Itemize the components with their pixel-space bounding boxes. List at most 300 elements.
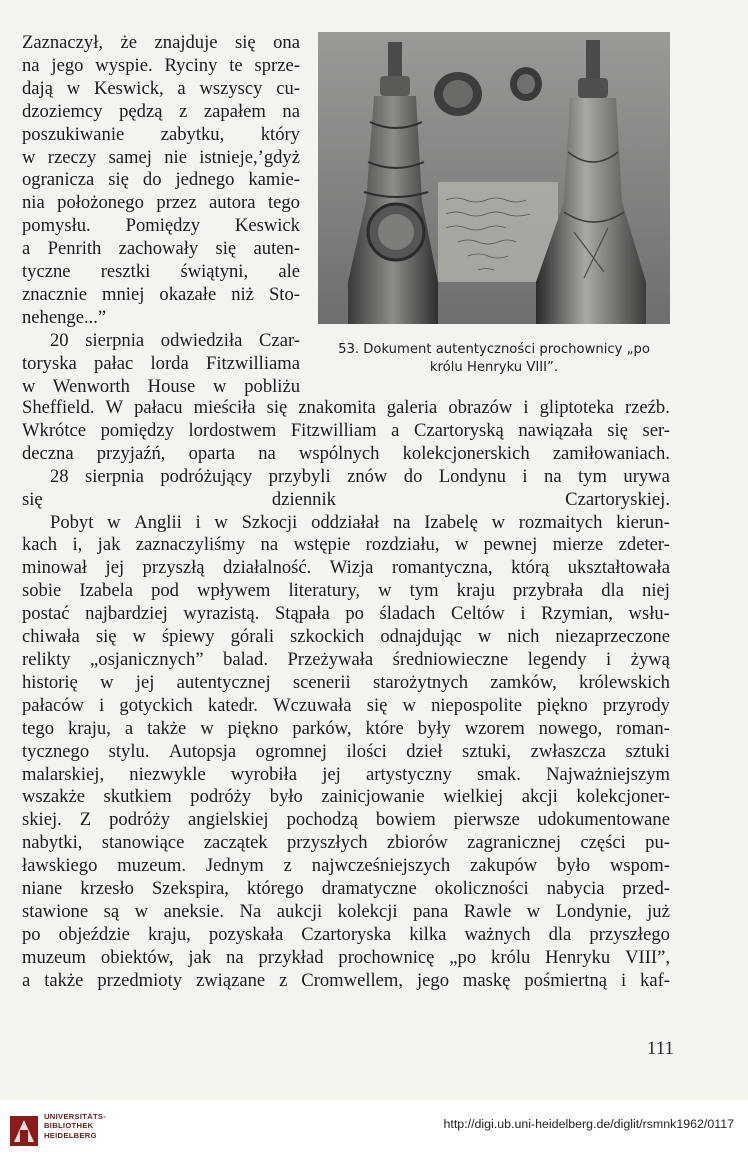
word: balad.: [223, 648, 268, 670]
word: i,: [72, 534, 83, 556]
word: wpływem: [197, 580, 271, 602]
word: legendy: [527, 648, 587, 670]
word: piękno: [227, 717, 279, 739]
word: dzoziemcy: [22, 100, 103, 122]
word: okazałe: [159, 283, 217, 305]
word: pochodzą: [286, 809, 358, 831]
text-line: [22, 397, 670, 420]
word: postać: [22, 603, 70, 625]
word: oddziałał: [311, 511, 380, 533]
text-line: [22, 947, 670, 970]
text-line: [22, 353, 300, 376]
word: galeria: [386, 397, 438, 418]
word: lordostwem: [188, 419, 277, 441]
word: udokumentowane: [537, 809, 670, 831]
word: najwcześniejszych: [311, 855, 451, 877]
word: i: [520, 603, 526, 625]
word: Wkrótce: [22, 419, 87, 441]
word: kilka: [409, 923, 447, 945]
word: aukcji: [276, 900, 323, 922]
word: „po: [449, 946, 477, 968]
word: śladach: [379, 603, 436, 625]
word: się: [607, 419, 628, 441]
word: skutkiem: [103, 786, 172, 808]
word: nia: [22, 192, 45, 214]
word: ona: [273, 32, 300, 53]
word: po: [22, 923, 41, 945]
word: skiej.: [22, 809, 62, 831]
text-line: [22, 672, 670, 695]
word: jej: [322, 763, 341, 785]
word: na: [282, 100, 300, 122]
text-line: [22, 284, 300, 307]
word: który: [260, 123, 300, 145]
word: pozyskała: [208, 923, 284, 945]
word: Celtów: [450, 603, 505, 625]
text-line: [22, 832, 670, 855]
word: okoliczności: [434, 878, 529, 900]
text-line: [22, 55, 300, 78]
word: Pobyt: [50, 511, 94, 533]
word: Autopsja: [169, 740, 237, 762]
word: wzorem: [464, 717, 525, 739]
word: Czar-: [259, 329, 300, 351]
word: znów: [347, 465, 388, 487]
text-line: [22, 261, 300, 284]
word: „osjanicznych”: [90, 648, 204, 670]
word: żywą: [630, 648, 670, 670]
word: rozdziału,: [365, 534, 440, 556]
word: niezaprzeczone: [555, 626, 670, 648]
word: Pomiędzy: [125, 215, 200, 237]
word: istnieje,’gdyż: [199, 146, 300, 168]
page-number: 111: [646, 1038, 674, 1059]
word: znakomita: [298, 397, 376, 418]
word: Keswick: [234, 215, 300, 237]
word: było: [269, 786, 303, 808]
word: urywa: [623, 465, 670, 487]
word: wyrazistą.: [183, 603, 260, 625]
word: Wczuwała: [273, 694, 352, 716]
word: zapałem: [203, 100, 266, 122]
word: były: [417, 717, 451, 739]
word: literatury,: [288, 580, 361, 602]
word: sztuki: [625, 740, 670, 762]
word: muzeum: [22, 946, 87, 968]
word: VIII”,: [625, 946, 670, 968]
word: bowiem: [375, 809, 436, 831]
word: objeździe: [58, 923, 130, 945]
word: które: [365, 717, 404, 739]
word: nich: [507, 626, 540, 648]
word: przyszłych: [287, 832, 368, 854]
word: sprze-: [254, 54, 300, 76]
word: było: [557, 855, 591, 877]
word: położonego: [57, 192, 144, 214]
word: niż: [231, 283, 254, 305]
word: w: [491, 511, 506, 533]
word: i: [522, 465, 528, 487]
word: zamków,: [490, 671, 557, 693]
figure-caption: [318, 341, 670, 377]
word: królu: [491, 946, 531, 968]
text-line: [22, 786, 670, 809]
word: 20: [50, 329, 69, 351]
word: katedr.: [207, 694, 258, 716]
word: Sto-: [268, 283, 300, 305]
word: wyrobiła: [230, 763, 298, 785]
word: te: [229, 54, 243, 76]
word: ogranicza: [22, 169, 95, 191]
word: jednego: [175, 169, 235, 191]
text-line: [22, 466, 670, 489]
word: do: [403, 465, 423, 487]
powder-flasks-photo: [318, 32, 670, 324]
word: zabytku,: [160, 123, 225, 145]
text-line: się dziennik Czartoryskiej.: [22, 488, 670, 510]
word: szkockich: [289, 626, 365, 648]
word: kach: [22, 534, 58, 556]
word: odnajdując: [380, 626, 462, 648]
word: części: [580, 832, 626, 854]
text-line: deczna przyjaźń, oparta na wspólnych kolekcjonerskich zamiłowaniach.: [22, 442, 670, 464]
word: nabycia: [546, 878, 605, 900]
word: w: [100, 671, 114, 693]
word: parków,: [292, 717, 352, 739]
word: lorda: [150, 352, 189, 374]
word: zagranicznej: [467, 832, 562, 854]
word: aneksie.: [163, 900, 224, 922]
word: Izabelę: [424, 511, 478, 533]
word: Anglii: [134, 511, 182, 533]
word: pana: [413, 900, 449, 922]
word: podróżujący: [160, 465, 253, 487]
word: historię: [22, 671, 78, 693]
text-line: [22, 330, 300, 353]
word: Rawle: [463, 900, 512, 922]
word: już: [647, 900, 670, 922]
word: Szkocji: [241, 511, 298, 533]
word: przybyli: [268, 465, 331, 487]
word: minował: [22, 557, 88, 579]
word: w: [378, 580, 392, 602]
figure-image: [318, 32, 670, 324]
word: po: [345, 603, 364, 625]
word: nie: [164, 146, 187, 168]
word: którą: [511, 557, 550, 579]
word: gliptoteka: [539, 397, 614, 418]
word: ważnych: [464, 923, 531, 945]
word: się: [366, 694, 388, 716]
word: Jednym: [205, 855, 264, 877]
word: malarskiej,: [22, 763, 105, 785]
word: chiwała: [22, 626, 80, 648]
word: 28: [50, 465, 69, 487]
word: się: [215, 238, 237, 260]
word: wszyscy: [199, 77, 263, 99]
word: na: [226, 946, 244, 968]
library-name[interactable]: [44, 1112, 106, 1140]
caption-line: królu Henryku VIII”.: [429, 360, 559, 375]
word: pomysłu.: [22, 215, 91, 237]
word: przybrała: [512, 580, 584, 602]
text-line: [22, 557, 670, 580]
word: wszakże: [22, 786, 85, 808]
word: kraju,: [68, 717, 111, 739]
word: przed-: [622, 878, 670, 900]
word: którego: [246, 878, 304, 900]
text-line: [22, 124, 300, 147]
word: W: [105, 397, 124, 418]
word: nowego,: [538, 717, 603, 739]
word: Londynie,: [555, 900, 632, 922]
word: działalność.: [223, 557, 312, 579]
text-line: [22, 192, 300, 215]
word: podróży: [109, 809, 171, 831]
word: a: [177, 77, 186, 99]
word: Sheffield.: [22, 397, 95, 418]
library-name-line: HEIDELBERG: [44, 1130, 97, 1140]
word: pewnej: [483, 534, 538, 556]
word: jej: [105, 557, 125, 579]
word: przyrody: [602, 694, 670, 716]
word: obrazów: [448, 397, 513, 418]
word: mierze: [552, 534, 604, 556]
university-library-logo-icon[interactable]: [8, 1112, 40, 1150]
word: Rzymian,: [541, 603, 613, 625]
word: a: [124, 717, 134, 739]
word: wielkiej: [443, 786, 504, 808]
word: tycznego: [22, 740, 90, 762]
word: dramatyczne: [321, 878, 417, 900]
word: że: [120, 32, 138, 53]
word: rzeźb.: [624, 397, 670, 418]
word: znajduje: [154, 32, 218, 53]
word: akcji: [521, 786, 558, 808]
word: z: [179, 100, 188, 122]
permalink-url[interactable]: http://digi.ub.uni-heidelberg.de/diglit/rsmnk1962/0117: [443, 1117, 734, 1131]
word: nabytki,: [22, 832, 83, 854]
word: zdeter-: [618, 534, 670, 556]
word: tyczne: [22, 261, 71, 283]
word: górali: [230, 626, 274, 648]
word: starożytnych: [373, 671, 469, 693]
word: ale: [278, 261, 300, 283]
word: z: [283, 855, 292, 877]
text-line: [22, 580, 670, 603]
word: w: [526, 900, 541, 922]
word: pomiędzy: [100, 419, 174, 441]
caption-line: 53. Dokument autentyczności prochownicy „po: [338, 342, 650, 357]
word: Czartoryska: [301, 923, 392, 945]
word: sierpnia: [85, 465, 144, 487]
word: ogromnej: [255, 740, 327, 762]
word: Londynu: [438, 465, 506, 487]
word: Szekspira,: [151, 878, 229, 900]
word: pierwsze: [453, 809, 520, 831]
word: autora: [209, 192, 256, 214]
word: świątyni,: [180, 261, 249, 283]
word: w: [66, 77, 81, 99]
word: angielskiej: [188, 809, 269, 831]
word: gotyckich: [119, 694, 193, 716]
word: się: [234, 32, 256, 53]
word: dla: [548, 923, 572, 945]
word: mieściła: [193, 397, 256, 418]
text-line: [22, 169, 300, 192]
word: do: [142, 169, 162, 191]
word: zaczątek: [203, 832, 268, 854]
word: zwłaszcza: [530, 740, 606, 762]
word: się: [266, 397, 288, 418]
word: Izabela: [79, 580, 133, 602]
word: najbardziej: [85, 603, 168, 625]
word: ukształtowała: [567, 557, 670, 579]
word: stylu.: [108, 740, 150, 762]
word: sierpnia: [85, 329, 145, 351]
word: są: [103, 900, 120, 922]
word: tego: [22, 717, 55, 739]
word: zachowały: [118, 238, 199, 260]
word: pu-: [645, 832, 670, 854]
word: kierun-: [616, 511, 670, 533]
word: dają: [22, 77, 53, 99]
word: relikty: [22, 648, 71, 670]
word: królewskich: [579, 671, 670, 693]
word: zainicjowanie: [321, 786, 425, 808]
text-line: [22, 603, 670, 626]
word: Penrith: [47, 238, 102, 260]
word: dla: [601, 580, 624, 602]
text-line: nehenge...”: [22, 306, 107, 328]
word: poszukiwanie: [22, 123, 125, 145]
word: niepospolite: [431, 694, 522, 716]
word: tym: [409, 580, 439, 602]
word: w: [22, 146, 36, 168]
word: samej: [108, 146, 152, 168]
word: zbiorów: [386, 832, 448, 854]
word: śpiewy: [161, 626, 215, 648]
word: Z: [79, 809, 92, 831]
word: Czartoryską: [413, 419, 504, 441]
text-line: [22, 512, 670, 535]
word: Ryciny: [164, 54, 218, 76]
word: w: [454, 534, 469, 556]
word: kolekcji: [337, 900, 398, 922]
word: krzesło: [80, 878, 134, 900]
word: pałaców: [22, 694, 84, 716]
text-line: [22, 420, 670, 443]
word: ilości: [346, 740, 387, 762]
text-line: [22, 718, 670, 741]
word: roman-: [616, 717, 670, 739]
word: niej: [642, 580, 670, 602]
word: sobie: [22, 580, 62, 602]
word: ser-: [642, 419, 670, 441]
word: w: [132, 626, 146, 648]
word: scenerii: [292, 671, 351, 693]
text-line: [22, 741, 670, 764]
library-name-line: BIBLIOTHEK: [44, 1121, 94, 1131]
word: także: [147, 717, 187, 739]
word: i: [195, 511, 201, 533]
text-line: [22, 215, 300, 238]
word: tego: [267, 192, 300, 214]
word: Wizja: [329, 557, 374, 579]
word: wsłu-: [628, 603, 670, 625]
text-line: [22, 855, 670, 878]
word: znacznie: [22, 283, 88, 305]
word: w: [200, 717, 214, 739]
word: mniej: [102, 283, 145, 305]
word: prochownicę: [338, 946, 435, 968]
word: na: [392, 511, 411, 533]
text-line: [22, 924, 670, 947]
word: dzieł: [406, 740, 443, 762]
word: kraju: [456, 580, 495, 602]
word: Na: [239, 900, 262, 922]
word: niane: [22, 878, 63, 900]
text-line: a także przedmioty związane z Cromwellem, jego maskę pośmiertną i kaf-: [22, 969, 670, 991]
word: jego: [51, 54, 84, 76]
word: wyspie.: [95, 54, 153, 76]
word: podróży: [190, 786, 252, 808]
word: resztki: [100, 261, 151, 283]
word: Przeżywała: [287, 648, 374, 670]
word: niezwykle: [129, 763, 206, 785]
word: kraju,: [147, 923, 191, 945]
text-line: w Wenworth House w pobliżu: [22, 375, 300, 397]
word: Fitzwilliama: [206, 352, 300, 374]
word: romantyczna,: [391, 557, 493, 579]
word: pędzą: [119, 100, 163, 122]
word: jak: [188, 946, 212, 968]
word: kolekcjoner-: [576, 786, 670, 808]
text-column-left: [22, 32, 300, 399]
word: i: [606, 648, 612, 670]
text-line: [22, 901, 670, 924]
word: cu-: [276, 77, 300, 99]
word: w: [214, 511, 228, 533]
word: sztuki,: [461, 740, 512, 762]
word: się: [95, 626, 117, 648]
text-line: [22, 764, 670, 787]
word: smak.: [476, 763, 521, 785]
word: zakupów: [470, 855, 538, 877]
word: ławskiego: [22, 855, 98, 877]
word: pod: [151, 580, 179, 602]
word: zaznaczyliśmy: [135, 534, 246, 556]
word: auten-: [253, 238, 300, 260]
library-name-line: UNIVERSITÄTS-: [44, 1112, 107, 1121]
word: Keswick,: [93, 77, 164, 99]
text-line: [22, 101, 300, 124]
word: muzeum.: [117, 855, 186, 877]
word: toryska: [22, 352, 77, 374]
word: stawione: [22, 900, 89, 922]
word: nawiązała: [518, 419, 593, 441]
word: jej: [135, 671, 155, 693]
word: się: [108, 169, 129, 191]
word: w: [107, 511, 121, 533]
text-line: [22, 238, 300, 261]
word: w: [134, 900, 149, 922]
viewer-footer: [0, 1100, 748, 1161]
text-line: [22, 32, 300, 55]
word: pałacu: [134, 397, 183, 418]
text-line: [22, 809, 670, 832]
word: rozmaitych: [518, 511, 603, 533]
